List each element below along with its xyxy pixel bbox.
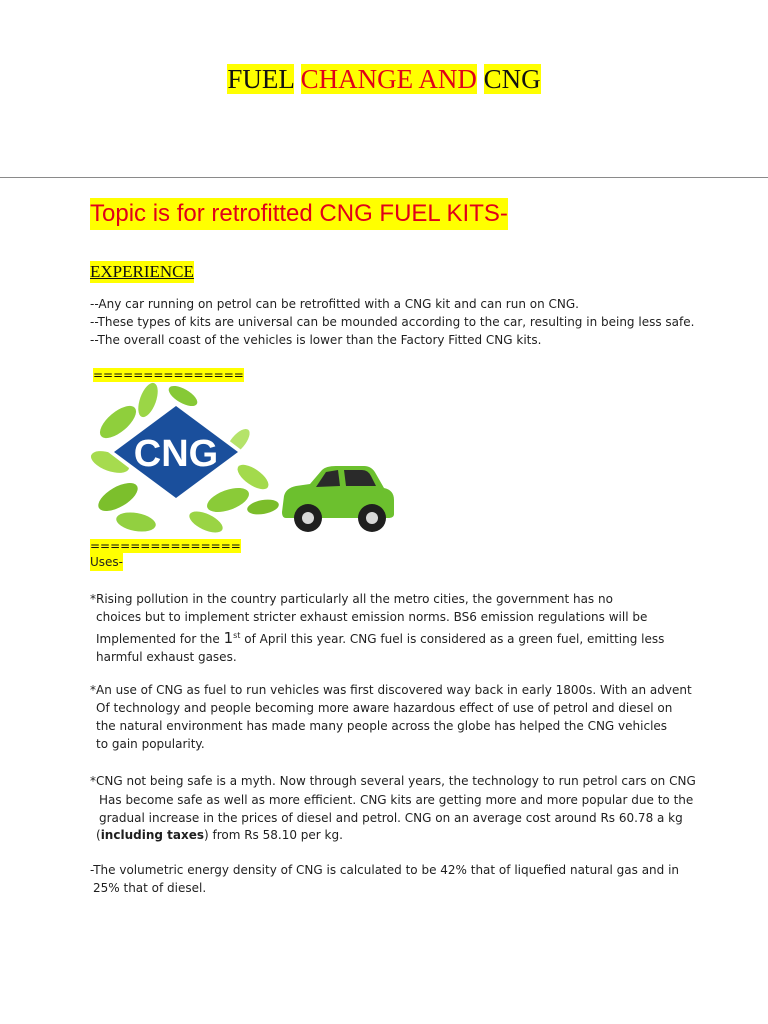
para3-line: Has become safe as well as more efficient. CNG kits are getting more and more popular due to the — [99, 793, 694, 807]
para1-line: Implemented for the 1st of April this year. CNG fuel is considered as a green fuel, emitting less — [96, 629, 665, 647]
svg-text:CNG: CNG — [133, 433, 219, 475]
para1-line: harmful exhaust gases. — [96, 650, 237, 664]
title-part-cng: CNG — [483, 64, 541, 94]
para4-line: -The volumetric energy density of CNG is calculated to be 42% that of liquefied natural gas and in — [90, 863, 680, 877]
para3-line: gradual increase in the prices of diesel and petrol. CNG on an average cost around Rs 60.78 a kg — [99, 811, 683, 825]
para2-line: the natural environment has made many people across the globe has helped the CNG vehicles — [96, 719, 668, 733]
title-part-fuel: FUEL — [227, 64, 294, 94]
document-title — [0, 62, 768, 96]
title-part-change: CHANGE AND — [300, 64, 477, 94]
experience-line: --The overall coast of the vehicles is lower than the Factory Fitted CNG kits. — [90, 333, 542, 347]
experience-heading: EXPERIENCE — [90, 262, 194, 281]
experience-line: --These types of kits are universal can be mounded according to the car, resulting in being less safe. — [90, 315, 695, 329]
para2-line: Of technology and people becoming more aware hazardous effect of use of petrol and diesel on — [96, 701, 673, 715]
para2-line: *An use of CNG as fuel to run vehicles was first discovered way back in early 1800s. With an advent — [90, 683, 692, 697]
experience-line: --Any car running on petrol can be retrofitted with a CNG kit and can run on CNG. — [90, 297, 579, 311]
para1-line: choices but to implement stricter exhaust emission norms. BS6 emission regulations will be — [96, 610, 648, 624]
topic-heading: Topic is for retrofitted CNG FUEL KITS- — [90, 198, 508, 230]
cng-illustration — [88, 382, 398, 546]
separator-top: =============== — [93, 368, 244, 382]
para2-line: to gain popularity. — [96, 737, 205, 751]
para3-line: *CNG not being safe is a myth. Now through several years, the technology to run petrol cars on CNG — [90, 774, 696, 788]
para4-line: 25% that of diesel. — [93, 881, 207, 895]
uses-label: Uses- — [90, 555, 123, 569]
para3-line: (including taxes) from Rs 58.10 per kg. — [96, 828, 343, 842]
car-icon — [282, 466, 394, 532]
cng-car-image — [88, 382, 398, 542]
horizontal-rule — [0, 177, 768, 178]
para1-line: *Rising pollution in the country particularly all the metro cities, the government has no — [90, 592, 613, 606]
separator-bottom: =============== — [90, 539, 241, 553]
